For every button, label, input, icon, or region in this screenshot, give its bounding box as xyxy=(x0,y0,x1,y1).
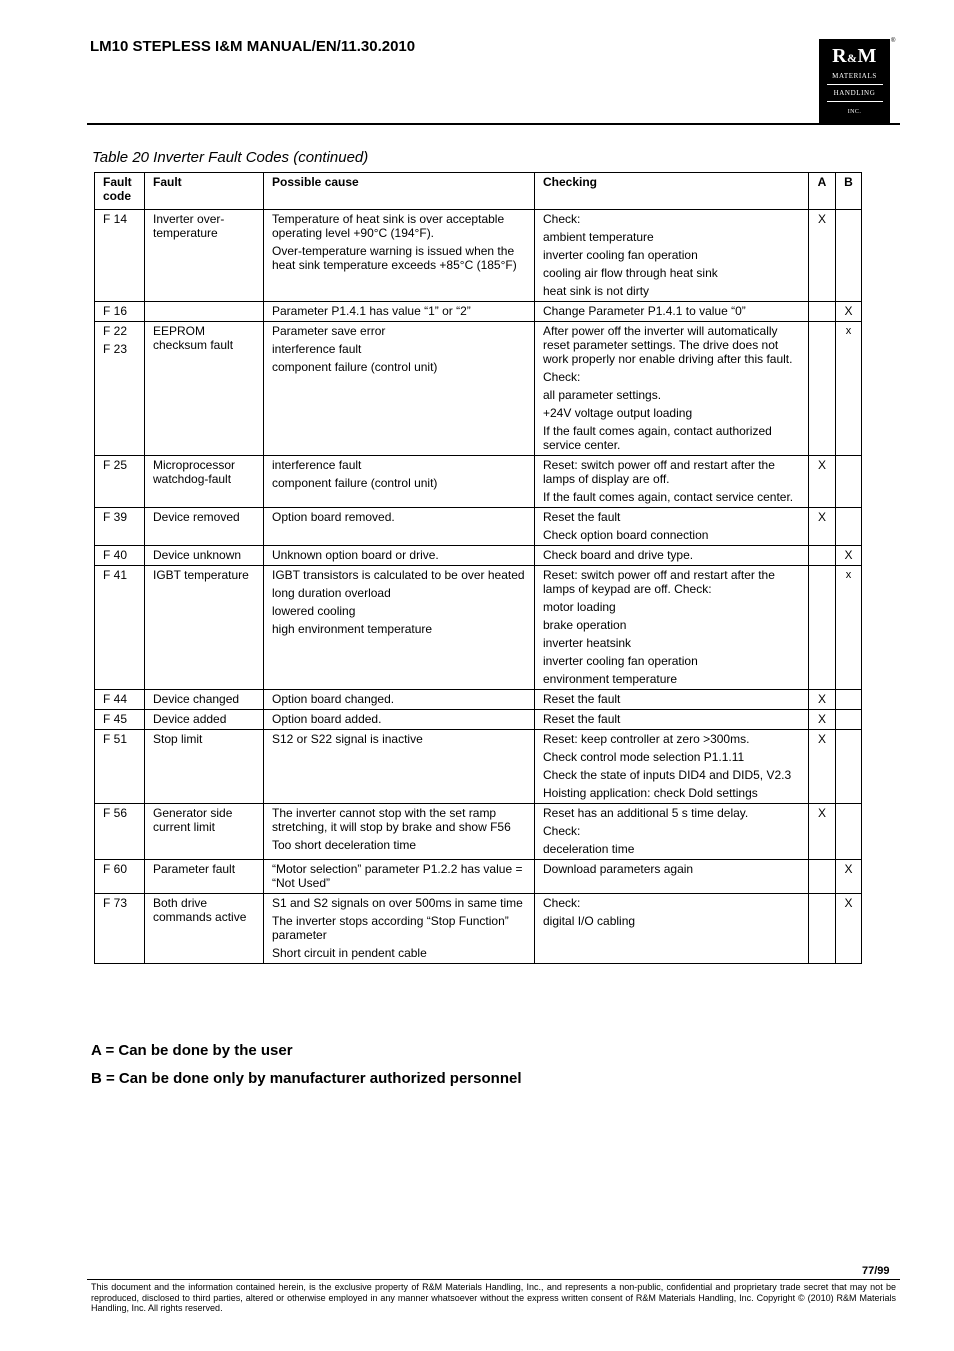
checking-cell xyxy=(535,302,809,322)
fault-name-cell: Device unknown xyxy=(145,546,264,566)
document-title: LM10 STEPLESS I&M MANUAL/EN/11.30.2010 xyxy=(90,38,416,55)
table-row xyxy=(95,566,862,690)
header-fault-code: Fault code xyxy=(95,173,145,210)
check-item: Change Parameter P1.4.1 to value “0” xyxy=(543,304,746,318)
checking-cell xyxy=(535,690,809,710)
cause-item: lowered cooling xyxy=(272,604,356,618)
column-b-mark xyxy=(836,456,862,508)
checking-cell xyxy=(535,860,809,894)
possible-cause-cell xyxy=(264,508,535,546)
column-b-mark xyxy=(836,730,862,804)
fault-name-cell: Microprocessor watchdog-fault xyxy=(145,456,264,508)
fault-code-cell xyxy=(95,690,145,710)
column-b-mark xyxy=(836,210,862,302)
column-a-mark: X xyxy=(809,508,836,546)
table-row xyxy=(95,690,862,710)
check-item: inverter heatsink xyxy=(543,636,632,650)
fault-code-cell xyxy=(95,566,145,690)
check-item: Reset the fault xyxy=(543,510,621,524)
fault-code-cell xyxy=(95,710,145,730)
fault-name-cell: Stop limit xyxy=(145,730,264,804)
fault-code-cell xyxy=(95,210,145,302)
fault-name-cell: Parameter fault xyxy=(145,860,264,894)
check-item: Check option board connection xyxy=(543,528,709,542)
possible-cause-cell xyxy=(264,302,535,322)
fault-code: F 73 xyxy=(103,896,128,910)
fault-name-cell: Device removed xyxy=(145,508,264,546)
check-item: Reset: keep controller at zero >300ms. xyxy=(543,732,750,746)
fault-code: F 16 xyxy=(103,304,128,318)
footer-divider xyxy=(87,1279,900,1280)
check-item: inverter cooling fan operation xyxy=(543,654,698,668)
cause-item: component failure (control unit) xyxy=(272,476,438,490)
table-header-row xyxy=(95,173,862,210)
check-item: Check control mode selection P1.1.11 xyxy=(543,750,745,764)
check-item: cooling air flow through heat sink xyxy=(543,266,718,280)
table-row xyxy=(95,210,862,302)
cause-item: Parameter save error xyxy=(272,324,386,338)
header-a: A xyxy=(809,173,836,210)
column-a-mark: X xyxy=(809,710,836,730)
cause-item: Temperature of heat sink is over acceptable operating level +90°C (194°F). xyxy=(272,212,505,240)
fault-code: F 39 xyxy=(103,510,128,524)
fault-code: F 41 xyxy=(103,568,128,582)
header-possible-cause: Possible cause xyxy=(264,173,535,210)
header-divider xyxy=(87,123,900,125)
cause-item: The inverter stops according “Stop Function” parameter xyxy=(272,914,509,942)
table-row xyxy=(95,710,862,730)
possible-cause-cell xyxy=(264,456,535,508)
cause-item: Option board changed. xyxy=(272,692,395,706)
check-item: +24V voltage output loading xyxy=(543,406,693,420)
check-item: After power off the inverter will automatically reset parameter settings. The drive does not work properly nor enable driving after this fault. xyxy=(543,324,793,366)
column-a-mark: X xyxy=(809,730,836,804)
table-row xyxy=(95,302,862,322)
column-a-mark xyxy=(809,894,836,964)
fault-code-cell xyxy=(95,860,145,894)
fault-code-cell xyxy=(95,456,145,508)
check-item: Check: xyxy=(543,370,581,384)
column-a-mark xyxy=(809,322,836,456)
page-number: 77/99 xyxy=(862,1265,890,1277)
check-item: Check: xyxy=(543,896,581,910)
fault-code: F 14 xyxy=(103,212,128,226)
column-b-mark: x xyxy=(836,566,862,690)
column-a-mark xyxy=(809,302,836,322)
column-a-mark: X xyxy=(809,210,836,302)
column-b-mark: X xyxy=(836,546,862,566)
confidentiality-notice: This document and the information contained herein, is the exclusive property of R&M Materials Handling, Inc., and represents a non-public, confidential and proprietary trade secret that may not be reproduced, disclosed to third parties, altered or otherwise employed in any manner whatsoever without the express written consent of R&M Materials Handling, Inc. Copyright © (2010) R&M Materials Handling, Inc. All rights reserved. xyxy=(91,1282,896,1313)
fault-code: F 22 xyxy=(103,324,128,338)
column-b-mark: X xyxy=(836,302,862,322)
column-b-mark xyxy=(836,690,862,710)
fault-code-cell xyxy=(95,322,145,456)
possible-cause-cell xyxy=(264,894,535,964)
column-a-mark: X xyxy=(809,804,836,860)
column-b-mark: X xyxy=(836,860,862,894)
check-item: If the fault comes again, contact authorized service center. xyxy=(543,424,772,452)
fault-code: F 23 xyxy=(103,342,128,356)
fault-name-cell: EEPROM checksum fault xyxy=(145,322,264,456)
table-caption: Table 20 Inverter Fault Codes (continued) xyxy=(92,149,369,166)
cause-item: Too short deceleration time xyxy=(272,838,417,852)
possible-cause-cell xyxy=(264,322,535,456)
cause-item: interference fault xyxy=(272,458,362,472)
cause-item: Unknown option board or drive. xyxy=(272,548,439,562)
column-a-mark xyxy=(809,566,836,690)
possible-cause-cell xyxy=(264,710,535,730)
fault-code-cell xyxy=(95,546,145,566)
column-b-mark xyxy=(836,710,862,730)
fault-name-cell: IGBT temperature xyxy=(145,566,264,690)
fault-code: F 60 xyxy=(103,862,128,876)
cause-item: Parameter P1.4.1 has value “1” or “2” xyxy=(272,304,471,318)
table-row xyxy=(95,508,862,546)
cause-item: component failure (control unit) xyxy=(272,360,438,374)
column-a-mark xyxy=(809,860,836,894)
header-fault: Fault xyxy=(145,173,264,210)
column-a-mark xyxy=(809,546,836,566)
check-item: motor loading xyxy=(543,600,616,614)
header-b: B xyxy=(836,173,862,210)
column-b-mark: X xyxy=(836,894,862,964)
check-item: brake operation xyxy=(543,618,627,632)
check-item: deceleration time xyxy=(543,842,635,856)
fault-code-cell xyxy=(95,730,145,804)
registered-mark: ® xyxy=(891,38,896,44)
checking-cell xyxy=(535,730,809,804)
table-row xyxy=(95,730,862,804)
fault-code-cell xyxy=(95,302,145,322)
fault-name-cell: Device changed xyxy=(145,690,264,710)
table-row xyxy=(95,894,862,964)
check-item: ambient temperature xyxy=(543,230,654,244)
table-row xyxy=(95,860,862,894)
fault-rows xyxy=(95,210,862,964)
legend-a: A = Can be done by the user xyxy=(91,1042,293,1059)
column-b-mark: x xyxy=(836,322,862,456)
checking-cell xyxy=(535,710,809,730)
legend-b: B = Can be done only by manufacturer authorized personnel xyxy=(91,1070,522,1087)
check-item: Reset the fault xyxy=(543,692,621,706)
table-row xyxy=(95,456,862,508)
check-item: Hoisting application: check Dold settings xyxy=(543,786,758,800)
cause-item: S12 or S22 signal is inactive xyxy=(272,732,423,746)
checking-cell xyxy=(535,804,809,860)
check-item: Check: xyxy=(543,212,581,226)
table-row xyxy=(95,804,862,860)
check-item: Reset the fault xyxy=(543,712,621,726)
cause-item: Option board added. xyxy=(272,712,382,726)
cause-item: high environment temperature xyxy=(272,622,433,636)
check-item: environment temperature xyxy=(543,672,678,686)
possible-cause-cell xyxy=(264,566,535,690)
check-item: digital I/O cabling xyxy=(543,914,636,928)
fault-name-cell: Inverter over-temperature xyxy=(145,210,264,302)
cause-item: Over-temperature warning is issued when the heat sink temperature exceeds +85°C (185°F) xyxy=(272,244,517,272)
fault-name-cell: Device added xyxy=(145,710,264,730)
check-item: Check: xyxy=(543,824,581,838)
cause-item: long duration overload xyxy=(272,586,391,600)
check-item: Reset has an additional 5 s time delay. xyxy=(543,806,749,820)
column-a-mark: X xyxy=(809,456,836,508)
check-item: If the fault comes again, contact service center. xyxy=(543,490,794,504)
header-checking: Checking xyxy=(535,173,809,210)
cause-item: The inverter cannot stop with the set ramp stretching, it will stop by brake and show F56 xyxy=(272,806,511,834)
cause-item: IGBT transistors is calculated to be over heated xyxy=(272,568,525,582)
possible-cause-cell xyxy=(264,730,535,804)
check-item: Reset: switch power off and restart after the lamps of keypad are off. Check: xyxy=(543,568,775,596)
checking-cell xyxy=(535,508,809,546)
fault-name-cell: Both drive commands active xyxy=(145,894,264,964)
table-row xyxy=(95,322,862,456)
possible-cause-cell xyxy=(264,210,535,302)
fault-code: F 25 xyxy=(103,458,128,472)
possible-cause-cell xyxy=(264,690,535,710)
column-b-mark xyxy=(836,804,862,860)
table-row xyxy=(95,546,862,566)
check-item: Download parameters again xyxy=(543,862,694,876)
cause-item: interference fault xyxy=(272,342,362,356)
check-item: heat sink is not dirty xyxy=(543,284,650,298)
column-a-mark: X xyxy=(809,690,836,710)
cause-item: Short circuit in pendent cable xyxy=(272,946,427,960)
check-item: Check board and drive type. xyxy=(543,548,694,562)
possible-cause-cell xyxy=(264,860,535,894)
fault-code: F 40 xyxy=(103,548,128,562)
cause-item: Option board removed. xyxy=(272,510,395,524)
column-b-mark xyxy=(836,508,862,546)
fault-code: F 44 xyxy=(103,692,128,706)
fault-code-cell xyxy=(95,804,145,860)
cause-item: “Motor selection” parameter P1.2.2 has value = “Not Used” xyxy=(272,862,523,890)
fault-code: F 51 xyxy=(103,732,128,746)
fault-code: F 45 xyxy=(103,712,128,726)
fault-code: F 56 xyxy=(103,806,128,820)
checking-cell xyxy=(535,566,809,690)
fault-codes-table xyxy=(94,172,862,964)
fault-name-cell xyxy=(145,302,264,322)
check-item: Reset: switch power off and restart after the lamps of display are off. xyxy=(543,458,775,486)
fault-code-cell xyxy=(95,508,145,546)
checking-cell xyxy=(535,322,809,456)
possible-cause-cell xyxy=(264,804,535,860)
possible-cause-cell xyxy=(264,546,535,566)
fault-code-cell xyxy=(95,894,145,964)
fault-name-cell: Generator side current limit xyxy=(145,804,264,860)
checking-cell xyxy=(535,546,809,566)
company-logo: R&M MATERIALS HANDLING INC. xyxy=(819,39,890,123)
checking-cell xyxy=(535,210,809,302)
check-item: all parameter settings. xyxy=(543,388,662,402)
check-item: inverter cooling fan operation xyxy=(543,248,698,262)
check-item: Check the state of inputs DID4 and DID5, V2.3 xyxy=(543,768,792,782)
cause-item: S1 and S2 signals on over 500ms in same time xyxy=(272,896,523,910)
checking-cell xyxy=(535,894,809,964)
checking-cell xyxy=(535,456,809,508)
